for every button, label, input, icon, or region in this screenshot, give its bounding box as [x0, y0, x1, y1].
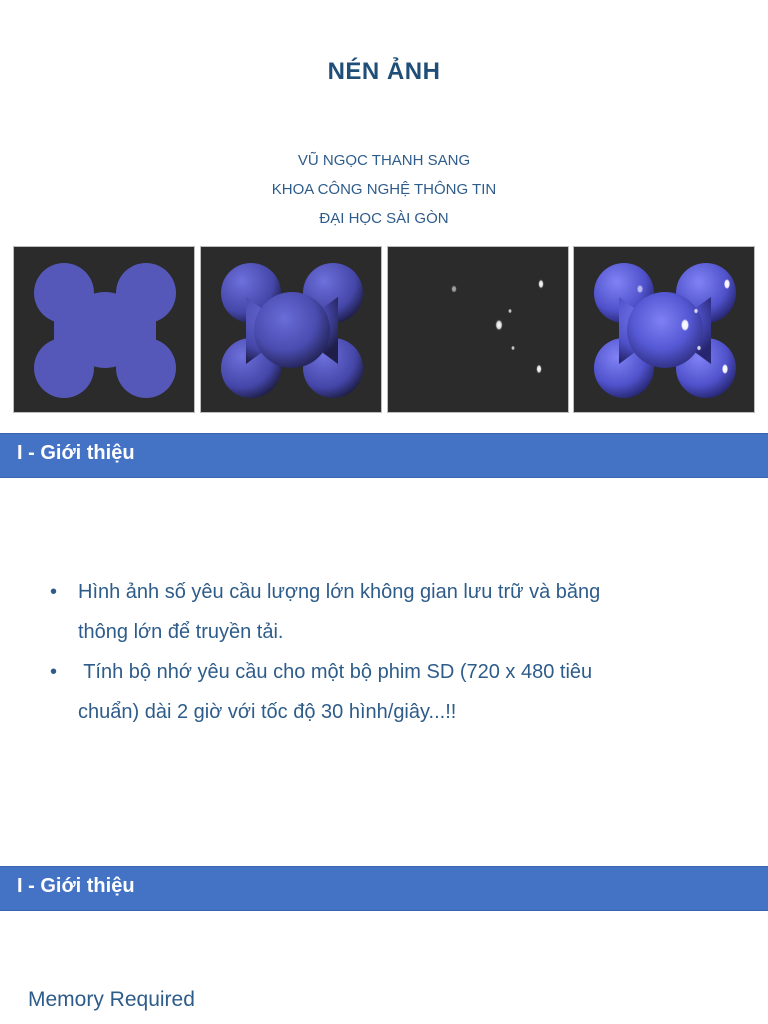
author-department: KHOA CÔNG NGHỆ THÔNG TIN: [271, 181, 497, 198]
bullet-icon: •: [50, 581, 58, 603]
bullet-line: Tính bộ nhớ yêu cầu cho một bộ phim SD (720 x 480 tiêu: [78, 661, 593, 683]
bullet-item: [50, 572, 690, 652]
memory-required-label: Memory Required: [28, 988, 195, 1011]
shading-image-strip: [13, 246, 755, 413]
bullet-icon: •: [50, 661, 58, 683]
author-university: ĐẠI HỌC SÀI GÒN: [319, 210, 449, 227]
section-header-intro-2: [0, 866, 768, 911]
combined-shaded-shape-image: [573, 246, 755, 413]
bullet-line: Hình ảnh số yêu cầu lượng lớn không gian lưu trữ và băng: [78, 581, 601, 603]
bullet-line: thông lớn để truyền tải.: [78, 621, 284, 643]
page-title: NÉN ẢNH: [327, 58, 441, 85]
bullet-item: [50, 652, 690, 732]
intro-bullet-list: [50, 572, 690, 732]
section-heading: I - Giới thiệu: [17, 442, 135, 464]
author-block: [0, 146, 768, 233]
flat-shaded-shape-image: [13, 246, 195, 413]
specular-highlights-image: [387, 246, 569, 413]
section-header-intro: [0, 433, 768, 478]
diffuse-shaded-shape-image: [200, 246, 382, 413]
bullet-line: chuẩn) dài 2 giờ với tốc độ 30 hình/giây...!!: [78, 701, 457, 723]
author-name: VŨ NGỌC THANH SANG: [297, 152, 471, 169]
section-heading: I - Giới thiệu: [17, 875, 135, 897]
